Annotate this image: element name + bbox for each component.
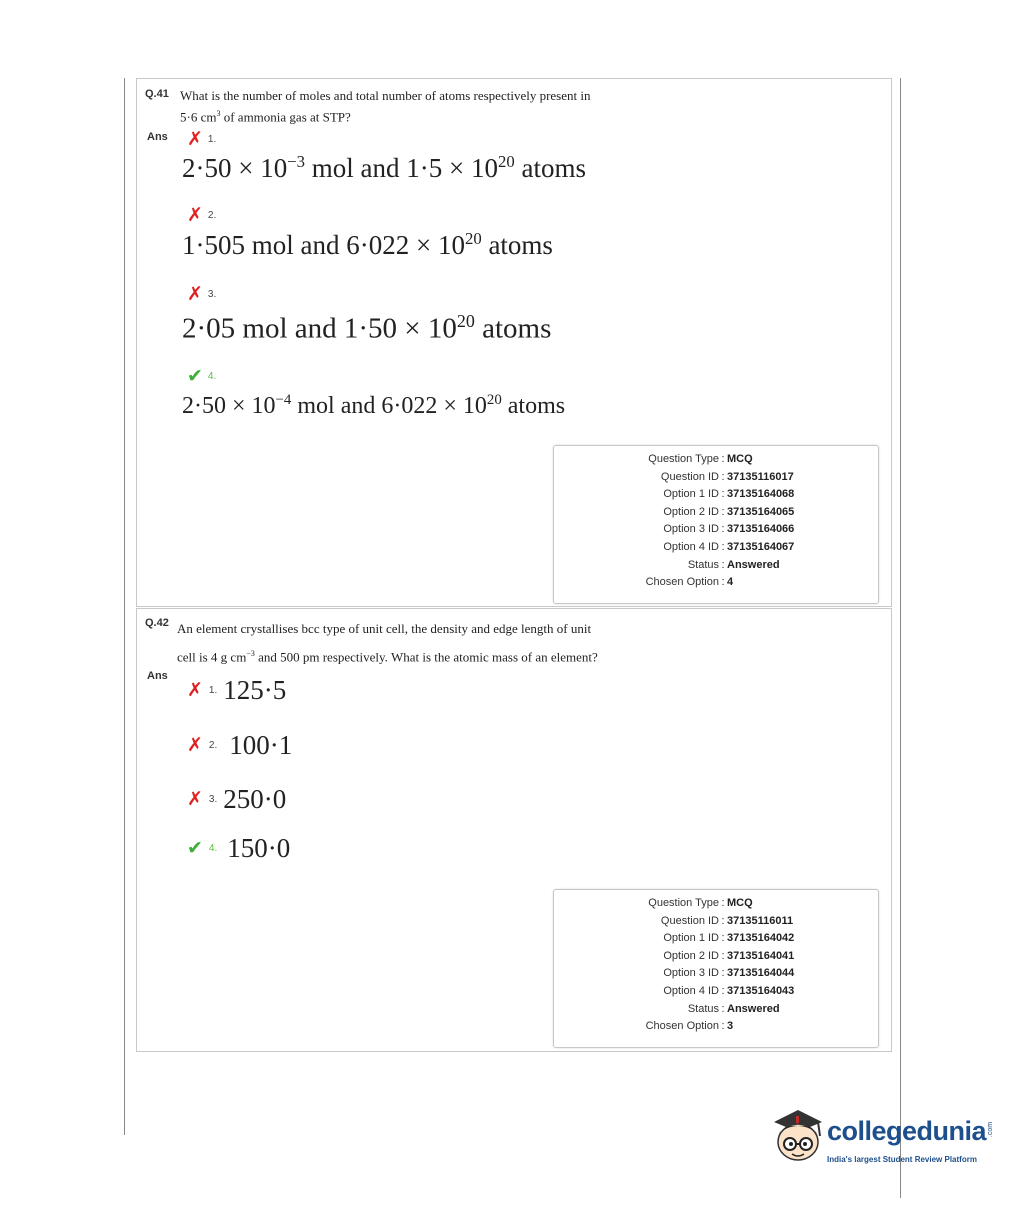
meta-key: Option 4 ID xyxy=(663,984,719,997)
option-number: 3. xyxy=(208,794,218,805)
meta-row xyxy=(554,521,878,539)
meta-separator: : xyxy=(721,1020,725,1033)
meta-row xyxy=(554,574,878,592)
meta-value: 37135164042 xyxy=(727,932,795,945)
meta-value: MCQ xyxy=(727,897,753,909)
meta-value: 37135164041 xyxy=(727,949,795,962)
option-2-text: 1·505 mol and $6\cdot 022 \times 10^{20}$ atoms xyxy=(182,229,553,260)
meta-key: Question ID xyxy=(660,914,719,927)
option-4-marker xyxy=(187,367,216,386)
meta-row xyxy=(554,539,878,557)
option-value: 150·0 xyxy=(227,833,291,863)
meta-row xyxy=(554,557,878,575)
meta-key: Question Type xyxy=(648,453,719,465)
option-3-marker xyxy=(187,285,216,304)
meta-key: Option 3 ID xyxy=(663,523,719,536)
meta-row xyxy=(554,504,878,522)
meta-key: Option 1 ID xyxy=(663,488,719,501)
option-3 xyxy=(187,784,286,815)
question-text: An element crystallises bcc type of unit cell, the density and edge length of unit cell is 4 g $cm^{-3}$ and 500 pm respectively. What is the atomic mass of an element? xyxy=(177,621,598,665)
meta-separator: : xyxy=(721,453,725,465)
meta-row xyxy=(554,451,878,469)
ans-label: Ans xyxy=(147,670,168,682)
meta-row xyxy=(554,948,878,966)
meta-separator: : xyxy=(721,897,725,909)
option-number: 4. xyxy=(207,371,217,382)
option-number: 4. xyxy=(208,843,218,854)
ans-label: Ans xyxy=(147,131,168,143)
brand-tagline: India's largest Student Review Platform xyxy=(827,1155,977,1164)
option-number: 2. xyxy=(207,210,217,221)
cross-mark-icon: ✗ xyxy=(187,789,203,810)
meta-separator: : xyxy=(721,576,725,589)
meta-separator: : xyxy=(721,540,725,553)
meta-key: Status xyxy=(687,558,719,571)
meta-row xyxy=(554,486,878,504)
option-1-marker xyxy=(187,130,216,149)
check-mark-icon: ✔ xyxy=(187,366,203,387)
meta-value: 37135116011 xyxy=(727,914,794,927)
meta-separator: : xyxy=(721,505,725,518)
option-4 xyxy=(187,833,290,864)
meta-value: 4 xyxy=(727,576,734,589)
cross-mark-icon: ✗ xyxy=(187,205,203,226)
meta-separator: : xyxy=(721,949,725,962)
check-mark-icon: ✔ xyxy=(187,838,203,859)
meta-value: 37135116017 xyxy=(727,470,794,483)
meta-value: 37135164068 xyxy=(727,488,795,501)
question-text: What is the number of moles and total number of atoms respectively present in 5·6 $cm^3$ of ammonia gas at STP? xyxy=(180,88,591,125)
brand-name: collegedunia xyxy=(827,1116,987,1146)
page-right-border xyxy=(900,78,901,1198)
question-meta-box xyxy=(553,889,879,1048)
meta-separator: : xyxy=(721,914,725,927)
meta-key: Option 4 ID xyxy=(663,540,719,553)
meta-row xyxy=(554,983,878,1001)
option-number: 1. xyxy=(208,685,218,696)
cross-mark-icon: ✗ xyxy=(187,129,203,150)
meta-separator: : xyxy=(721,1002,725,1015)
meta-key: Option 2 ID xyxy=(663,949,719,962)
meta-key: Chosen Option xyxy=(645,576,719,589)
mascot-icon xyxy=(770,1106,826,1176)
option-1 xyxy=(187,675,286,706)
page-left-border xyxy=(124,78,125,1135)
meta-row xyxy=(554,1001,878,1019)
option-value: 100·1 xyxy=(229,730,293,760)
meta-key: Question Type xyxy=(648,897,719,909)
meta-value: 37135164067 xyxy=(727,540,795,553)
meta-row xyxy=(554,913,878,931)
meta-key: Chosen Option xyxy=(645,1020,719,1033)
meta-value: 37135164066 xyxy=(727,523,795,536)
cross-mark-icon: ✗ xyxy=(187,284,203,305)
meta-separator: : xyxy=(721,558,725,571)
cross-mark-icon: ✗ xyxy=(187,680,203,701)
option-number: 3. xyxy=(207,289,217,300)
meta-value: 37135164043 xyxy=(727,984,795,997)
option-3-text: 2·05 mol and $1\cdot 50 \times 10^{20}$ atoms xyxy=(182,311,552,345)
meta-key: Question ID xyxy=(660,470,719,483)
meta-value: 3 xyxy=(727,1020,734,1033)
meta-value: MCQ xyxy=(727,453,753,465)
meta-key: Option 3 ID xyxy=(663,967,719,980)
meta-separator: : xyxy=(721,488,725,501)
option-1-text: $2\cdot 50 \times 10^{-3}$ mol and $1\cdot 5 \times 10^{20}$ atoms xyxy=(182,152,586,183)
meta-value: 37135164065 xyxy=(727,505,795,518)
question-number: Q.42 xyxy=(145,617,169,629)
question-meta-box xyxy=(553,445,879,604)
brand-suffix: .com xyxy=(987,1121,995,1138)
option-number: 1. xyxy=(207,134,217,145)
meta-row xyxy=(554,895,878,913)
meta-value: 37135164044 xyxy=(727,967,795,980)
meta-separator: : xyxy=(721,470,725,483)
collegedunia-logo xyxy=(770,1106,1000,1176)
meta-key: Status xyxy=(687,1002,719,1015)
meta-separator: : xyxy=(721,523,725,536)
option-value: 250·0 xyxy=(223,784,287,814)
cross-mark-icon: ✗ xyxy=(187,735,203,756)
option-value: 125·5 xyxy=(223,675,287,705)
meta-separator: : xyxy=(721,967,725,980)
option-number: 2. xyxy=(208,740,218,751)
meta-key: Option 1 ID xyxy=(663,932,719,945)
meta-separator: : xyxy=(721,932,725,945)
meta-row xyxy=(554,930,878,948)
question-card-42 xyxy=(136,608,892,1052)
question-number: Q.41 xyxy=(145,88,169,100)
meta-row xyxy=(554,1018,878,1036)
meta-row xyxy=(554,965,878,983)
option-2 xyxy=(187,730,292,761)
meta-value: Answered xyxy=(727,558,780,571)
meta-value: Answered xyxy=(727,1002,780,1015)
meta-separator: : xyxy=(721,984,725,997)
meta-key: Option 2 ID xyxy=(663,505,719,518)
question-card-41 xyxy=(136,78,892,607)
meta-row xyxy=(554,469,878,487)
option-2-marker xyxy=(187,206,216,225)
option-4-text: $2\cdot 50 \times 10^{-4}$ mol and $6\cdot 022 \times 10^{20}$ atoms xyxy=(182,392,566,419)
